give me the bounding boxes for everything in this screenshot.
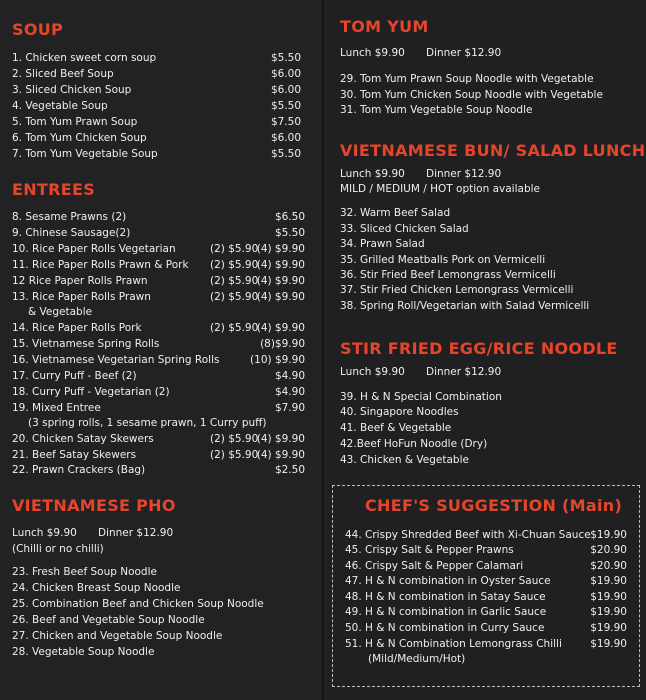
- bun-lunch-price: Lunch $9.90: [340, 168, 405, 180]
- soup-item-name: 6. Tom Yum Chicken Soup: [12, 132, 147, 144]
- chef-item-price: $19.90: [590, 591, 627, 603]
- chef-item-name: 49. H & N combination in Garlic Sauce: [345, 606, 547, 618]
- entree-item-name: 15. Vietnamese Spring Rolls: [12, 338, 160, 350]
- soup-item-price: $6.00: [270, 132, 301, 144]
- entree-price-two: (2) $5.90: [210, 322, 259, 334]
- chef-heading: CHEF'S SUGGESTION (Main): [365, 496, 623, 515]
- entree-price-two: (2) $5.90: [210, 449, 259, 461]
- chef-item-name: 51. H & N Combination Lemongrass Chilli: [345, 638, 562, 650]
- chef-item-name: 47. H & N combination in Oyster Sauce: [345, 575, 551, 587]
- entree-price-four: (4) $9.90: [256, 291, 305, 303]
- soup-item-price: $7.50: [270, 116, 301, 128]
- soup-item-price: $5.50: [270, 52, 301, 64]
- chef-item-name: 46. Crispy Salt & Pepper Calamari: [345, 560, 524, 572]
- entree-item-name: 11. Rice Paper Rolls Prawn & Pork: [12, 259, 189, 271]
- bun-heading: VIETNAMESE BUN/ SALAD LUNCH: [340, 141, 646, 160]
- entree-item-continuation: & Vegetable: [28, 306, 93, 318]
- bun-item: 33. Sliced Chicken Salad: [340, 223, 469, 235]
- entree-price-two: (2) $5.90: [210, 243, 259, 255]
- tomyum-item: 29. Tom Yum Prawn Soup Noodle with Vegetable: [340, 73, 594, 85]
- stirfry-heading: STIR FRIED EGG/RICE NOODLE: [340, 339, 618, 358]
- entree-item-price: $4.90: [274, 370, 305, 382]
- pho-item: 25. Combination Beef and Chicken Soup Noodle: [12, 598, 264, 610]
- entree-price-four: (4) $9.90: [256, 449, 305, 461]
- entree-price-two: (2) $5.90: [210, 291, 259, 303]
- bun-item: 37. Stir Fried Chicken Lemongrass Vermicelli: [340, 284, 574, 296]
- entree-item-price: $2.50: [274, 464, 305, 476]
- entree-item-name: 19. Mixed Entree: [12, 402, 101, 414]
- chef-item-name: 45. Crispy Salt & Pepper Prawns: [345, 544, 514, 556]
- soup-item-name: 7. Tom Yum Vegetable Soup: [12, 148, 158, 160]
- pho-item: 23. Fresh Beef Soup Noodle: [12, 566, 157, 578]
- entree-item-name: 21. Beef Satay Skewers: [12, 449, 137, 461]
- pho-dinner-price: Dinner $12.90: [98, 527, 174, 539]
- soup-item-price: $6.00: [270, 68, 301, 80]
- chef-item-price: $20.90: [590, 560, 627, 572]
- chef-item-name: 50. H & N combination in Curry Sauce: [345, 622, 545, 634]
- soup-item-name: 3. Sliced Chicken Soup: [12, 84, 132, 96]
- entrees-heading: ENTREES: [12, 180, 96, 199]
- stirfry-item: 41. Beef & Vegetable: [340, 422, 452, 434]
- entree-item-price: $6.50: [274, 211, 305, 223]
- bun-item: 38. Spring Roll/Vegetarian with Salad Vermicelli: [340, 300, 590, 312]
- pho-lunch-price: Lunch $9.90: [12, 527, 77, 539]
- tomyum-lunch-price: Lunch $9.90: [340, 47, 405, 59]
- bun-item: 35. Grilled Meatballs Pork on Vermicelli: [340, 254, 546, 266]
- chef-item-price: $19.90: [590, 606, 627, 618]
- entree-item-name: 12 Rice Paper Rolls Prawn: [12, 275, 148, 287]
- soup-item-name: 5. Tom Yum Prawn Soup: [12, 116, 138, 128]
- tomyum-item: 30. Tom Yum Chicken Soup Noodle with Vegetable: [340, 89, 603, 101]
- entree-item-name: 10. Rice Paper Rolls Vegetarian: [12, 243, 176, 255]
- entree-item-name: 17. Curry Puff - Beef (2): [12, 370, 137, 382]
- pho-item: 26. Beef and Vegetable Soup Noodle: [12, 614, 205, 626]
- soup-item-name: 1. Chicken sweet corn soup: [12, 52, 157, 64]
- stirfry-lunch-price: Lunch $9.90: [340, 366, 405, 378]
- stirfry-item: 42.Beef HoFun Noodle (Dry): [340, 438, 488, 450]
- entree-item-price: $4.90: [274, 386, 305, 398]
- soup-item-price: $5.50: [270, 100, 301, 112]
- entree-item-name: 9. Chinese Sausage(2): [12, 227, 131, 239]
- tomyum-dinner-price: Dinner $12.90: [426, 47, 502, 59]
- entree-item-name: 20. Chicken Satay Skewers: [12, 433, 154, 445]
- entree-item-name: 16. Vietnamese Vegetarian Spring Rolls: [12, 354, 220, 366]
- entree-price-four: (4) $9.90: [256, 243, 305, 255]
- entree-item-name: 22. Prawn Crackers (Bag): [12, 464, 146, 476]
- pho-note: (Chilli or no chilli): [12, 543, 104, 555]
- chef-item-price: $19.90: [590, 622, 627, 634]
- soup-heading: SOUP: [12, 20, 64, 39]
- soup-item-price: $5.50: [270, 148, 301, 160]
- chef-item-continuation: (Mild/Medium/Hot): [368, 653, 466, 665]
- entree-item-price: $7.90: [274, 402, 305, 414]
- entree-item-price: (8)$9.90: [260, 338, 305, 350]
- stirfry-item: 40. Singapore Noodles: [340, 406, 459, 418]
- chef-item-price: $19.90: [590, 638, 627, 650]
- entree-price-four: (4) $9.90: [256, 259, 305, 271]
- entree-price-four: (4) $9.90: [256, 322, 305, 334]
- soup-item-name: 2. Sliced Beef Soup: [12, 68, 114, 80]
- pho-heading: VIETNAMESE PHO: [12, 496, 176, 515]
- chef-item-price: $19.90: [590, 575, 627, 587]
- soup-item-name: 4. Vegetable Soup: [12, 100, 108, 112]
- chef-item-name: 44. Crispy Shredded Beef with Xi-Chuan Sauce: [345, 529, 591, 541]
- stirfry-item: 39. H & N Special Combination: [340, 391, 502, 403]
- stirfry-item: 43. Chicken & Vegetable: [340, 454, 469, 466]
- tomyum-heading: TOM YUM: [340, 17, 429, 36]
- bun-dinner-price: Dinner $12.90: [426, 168, 502, 180]
- entree-item-name: 14. Rice Paper Rolls Pork: [12, 322, 142, 334]
- bun-item: 32. Warm Beef Salad: [340, 207, 451, 219]
- pho-item: 27. Chicken and Vegetable Soup Noodle: [12, 630, 223, 642]
- soup-item-price: $6.00: [270, 84, 301, 96]
- stirfry-dinner-price: Dinner $12.90: [426, 366, 502, 378]
- bun-note: MILD / MEDIUM / HOT option available: [340, 183, 540, 195]
- pho-item: 24. Chicken Breast Soup Noodle: [12, 582, 181, 594]
- entree-price-four: (4) $9.90: [256, 275, 305, 287]
- entree-price-four: (4) $9.90: [256, 433, 305, 445]
- pho-item: 28. Vegetable Soup Noodle: [12, 646, 155, 658]
- entree-item-name: 8. Sesame Prawns (2): [12, 211, 127, 223]
- bun-item: 34. Prawn Salad: [340, 238, 425, 250]
- chef-item-name: 48. H & N combination in Satay Sauce: [345, 591, 546, 603]
- entree-item-price: $5.50: [274, 227, 305, 239]
- bun-item: 36. Stir Fried Beef Lemongrass Vermicelli: [340, 269, 556, 281]
- chef-item-price: $19.90: [590, 529, 627, 541]
- tomyum-item: 31. Tom Yum Vegetable Soup Noodle: [340, 104, 533, 116]
- menu-fold-divider: [322, 0, 324, 700]
- entree-price-two: (2) $5.90: [210, 259, 259, 271]
- entree-item-price: (10) $9.90: [250, 354, 305, 366]
- entree-price-two: (2) $5.90: [210, 433, 259, 445]
- entree-price-two: (2) $5.90: [210, 275, 259, 287]
- entree-item-name: 13. Rice Paper Rolls Prawn: [12, 291, 151, 303]
- entree-item-name: 18. Curry Puff - Vegetarian (2): [12, 386, 170, 398]
- entree-item-continuation: (3 spring rolls, 1 sesame prawn, 1 Curry puff): [28, 417, 267, 429]
- chef-item-price: $20.90: [590, 544, 627, 556]
